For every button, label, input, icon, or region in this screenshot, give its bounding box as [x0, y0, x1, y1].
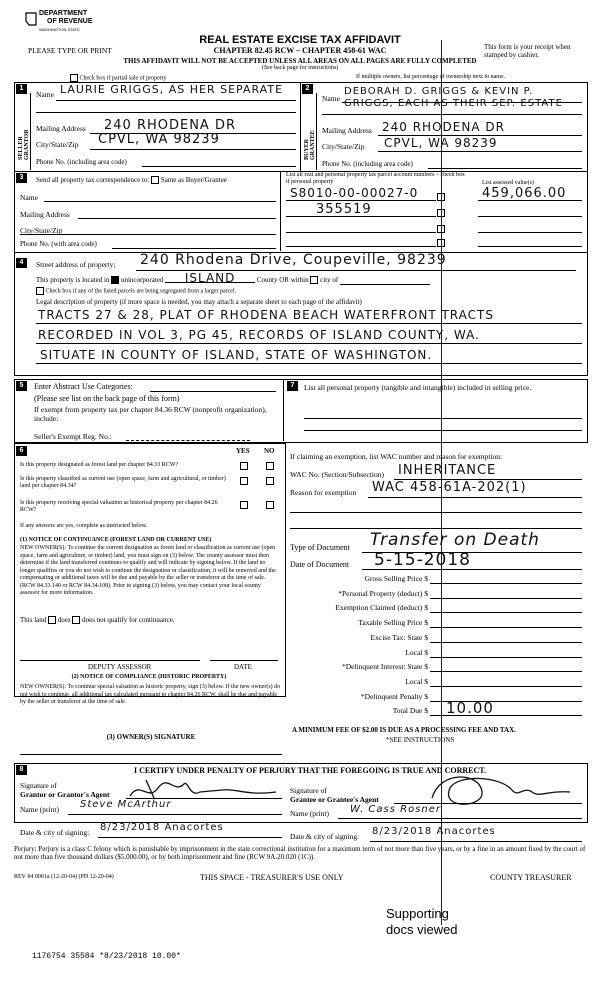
accounts-label: List all real and personal property tax parcel account numbers – check box if personal property: [286, 172, 465, 185]
notice1-title: (1) NOTICE OF CONTINUANCE (FOREST LAND OR CURRENT USE): [20, 537, 212, 543]
segregated-checkbox[interactable]: [36, 287, 44, 295]
does-not-label: does not qualify for continuance.: [82, 616, 175, 624]
tax-line-label: Total Due $: [392, 706, 428, 716]
grantor-name-value[interactable]: Steve McArthur: [80, 799, 172, 810]
buyer-name-value[interactable]: DEBORAH D. GRIGGS & KEVIN P. GRIGGS, EACH AS THEIR SEP. ESTATE: [344, 86, 563, 109]
seller-name-value[interactable]: LAURIE GRIGGS, AS HER SEPARATE: [60, 83, 284, 96]
q2-yes-checkbox[interactable]: [240, 477, 248, 485]
owner-signature-label: (3) OWNER(S) SIGNATURE: [106, 733, 196, 741]
tax-line-label: Exemption Claimed (deduct) $: [335, 603, 428, 613]
grantee-name-value[interactable]: W. Cass Rosner: [350, 804, 442, 815]
tax-line-field[interactable]: [430, 671, 582, 672]
tax-line-field[interactable]: [430, 583, 582, 584]
same-as-buyer-label: Same as Buyer/Grantee: [160, 176, 227, 184]
grantor-name-label: Name (print): [20, 805, 59, 814]
unincorporated-checkbox[interactable]: [111, 276, 119, 284]
form-title: REAL ESTATE EXCISE TAX AFFIDAVIT: [199, 34, 401, 46]
seller-city-label: City/State/Zip: [36, 140, 79, 149]
grantor-signature[interactable]: [126, 776, 286, 804]
unincorporated-label: unincorporated: [120, 276, 164, 284]
buyer-phone-label: Phone No. (including area code): [322, 160, 413, 168]
section-4-number: 4: [16, 258, 27, 268]
city-of-checkbox[interactable]: [310, 276, 318, 284]
doc-date-label: Date of Document: [290, 560, 350, 569]
tax-line-label: *Personal Property (deduct) $: [338, 588, 428, 598]
yes-header: YES: [236, 447, 250, 455]
parcel-account-2[interactable]: 355519: [316, 202, 372, 217]
grantee-signature[interactable]: [420, 768, 580, 812]
tax-line-label: Local $: [405, 676, 428, 686]
corr-name-label: Name: [20, 193, 38, 202]
section-6-number: 6: [16, 446, 27, 456]
dept-line2: OF REVENUE: [47, 18, 93, 25]
notice1-body: NEW OWNER(S): To continue the current designation as forest land or classification as current use (open space, farm and agriculture, or timber) land, you must sign on (3) below. The county assessor must then determine if the land transferred continues to qualify and will indicate by signing below. If the land no longer qualifies or you do not wish to continue the designation or classification, it will be removed and the compensating or additional taxes will be due and payable by the seller or transferor at the time of sale. (RCW 84.33.140 or RCW 84.34.108). Prior to signing (3) below, you may contact your local county assessor for more information.: [20, 545, 276, 596]
section-7-number: 7: [287, 381, 298, 391]
section-3-number: 3: [16, 173, 27, 183]
receipt-stamp: 1176754 35584 *8/23/2018 10.00*: [32, 952, 181, 961]
section-1-number: 1: [16, 84, 27, 94]
same-as-buyer-checkbox[interactable]: [151, 176, 159, 184]
see-back: (See back page for instructions): [261, 65, 339, 71]
does-not-checkbox[interactable]: [72, 616, 80, 624]
form-revision: REV 84 0001a (12-20-04) (PD 12-20-04): [14, 874, 114, 880]
minimum-fee-note: A MINIMUM FEE OF $2.00 IS DUE AS A PROCESSING FEE AND TAX.: [292, 726, 516, 734]
reason-value[interactable]: WAC 458-61A-202(1): [372, 480, 527, 495]
form-warning: THIS AFFIDAVIT WILL NOT BE ACCEPTED UNLESS ALL AREAS ON ALL PAGES ARE FULLY COMPLETED: [123, 57, 477, 65]
deputy-date-label: DATE: [234, 663, 252, 671]
corr-phone-label: Phone No. (with area code): [20, 240, 97, 248]
assessed-value-1[interactable]: 459,066.00: [482, 186, 567, 201]
parcel-account-1[interactable]: S8010-00-00027-0: [290, 186, 419, 200]
section-5-number: 5: [16, 381, 27, 391]
multiple-owners-note: If multiple owners, list percentage of ownership next to name.: [356, 74, 506, 80]
q1-yes-checkbox[interactable]: [240, 462, 248, 470]
q1-no-checkbox[interactable]: [266, 462, 274, 470]
buyer-name-label: Name: [322, 94, 340, 103]
street-label: Street address of property:: [36, 260, 116, 269]
grantor-sig-label-1: Signature of: [20, 781, 57, 790]
doc-type-value[interactable]: Transfer on Death: [370, 530, 540, 550]
receipt-note: This form is your receipt when stamped by cashier.: [484, 43, 571, 59]
grantee-sig-label-1: Signature of: [290, 786, 327, 795]
dept-line1: DEPARTMENT: [39, 10, 88, 17]
buyer-address-label: Mailing Address: [322, 126, 372, 135]
tax-line-field[interactable]: [430, 627, 582, 628]
this-land-label: This land: [20, 616, 47, 624]
no-header: NO: [264, 447, 275, 455]
segregated-label: Check box if any of the listed parcels are being segregated from a larger parcel.: [45, 288, 237, 295]
tax-line-label: *Delinquent Interest: State $: [341, 662, 428, 672]
city-of-field[interactable]: [340, 276, 430, 285]
exemption-claim-label: If claiming an exemption, list WAC number and reason for exemption:: [290, 452, 503, 461]
seller-city-value[interactable]: CPVL, WA 98239: [98, 132, 220, 147]
abstract-see-list: (Please see list on the back page of this form): [34, 394, 180, 403]
personal-property-text: List all personal property (tangible and intangible) included in selling price.: [304, 383, 532, 392]
seller-address-label: Mailing Address: [36, 124, 86, 133]
seller-name-label: Name: [36, 90, 54, 99]
corr-address-label: Mailing Address: [20, 210, 70, 219]
grantor-date-value[interactable]: 8/23/2018 Anacortes: [100, 822, 224, 833]
legal-line-3[interactable]: SITUATE IN COUNTY OF ISLAND, STATE OF WASHINGTON.: [40, 348, 433, 362]
legal-line-1[interactable]: TRACTS 27 & 28, PLAT OF RHODENA BEACH WATERFRONT TRACTS: [38, 308, 494, 322]
grantor-sig-label-2: Grantor or Grantor's Agent: [20, 790, 110, 799]
tax-line-label: *Delinquent Penalty $: [360, 691, 428, 701]
department-logo: [25, 10, 95, 38]
legal-label: Legal description of property (if more space is needed, you may attach a separate sheet to each page of the affidavit): [36, 298, 362, 306]
section-8-number: 8: [16, 765, 27, 775]
washington-state-icon: [25, 12, 37, 26]
question-current-use: Is this property classified as current use (open space, farm and agricultural, or timber) land per chapter 84.34?: [20, 476, 226, 489]
buyer-side-label: BUYER GRANTEE: [304, 130, 316, 160]
tax-line-value[interactable]: 10.00: [446, 699, 494, 718]
sellers-exempt-reg: Seller's Exempt Reg. No.:: [34, 432, 112, 441]
perjury-statement: Perjury: Perjury is a class C felony which is punishable by imprisonment in the state correctional institution for a maximum term of not more than five years, or by a fine in an amount fixed by the court of not more than five thousand dollars ($5,000.00), or by both imprisonment and fine (RCW 9A.20.020 (1C)).: [14, 845, 586, 861]
county-label: County OR within: [256, 276, 309, 284]
q3-yes-checkbox[interactable]: [240, 501, 248, 509]
deputy-assessor-label: DEPUTY ASSESSOR: [88, 663, 152, 671]
certify-statement: I CERTIFY UNDER PENALTY OF PERJURY THAT THE FOREGOING IS TRUE AND CORRECT.: [133, 766, 486, 775]
dept-state: WASHINGTON STATE: [39, 27, 80, 32]
does-checkbox[interactable]: [48, 616, 56, 624]
tax-line-field[interactable]: [430, 657, 582, 658]
q2-no-checkbox[interactable]: [266, 477, 274, 485]
seller-phone-label: Phone No. (including area code): [36, 158, 127, 166]
tax-line-label: Local $: [405, 647, 428, 657]
grantee-date-value[interactable]: 8/23/2018 Anacortes: [372, 826, 496, 837]
buyer-city-label: City/State/Zip: [322, 142, 365, 151]
grantee-name-label: Name (print): [290, 809, 329, 818]
tax-line-label: Excise Tax: State $: [370, 632, 428, 642]
tax-line-field[interactable]: [430, 642, 582, 643]
treasurer-space-label: THIS SPACE - TREASURER'S USE ONLY: [200, 873, 344, 882]
wac-value[interactable]: INHERITANCE: [398, 463, 497, 478]
abstract-enter: Enter Abstract Use Categories:: [34, 382, 133, 391]
grantee-date-label: Date & city of signing:: [290, 832, 360, 841]
tax-line-label: Gross Selling Price $: [364, 574, 428, 583]
doc-date-value[interactable]: 5-15-2018: [374, 550, 471, 570]
abstract-exempt: If exempt from property tax per chapter 84.36 RCW (nonprofit organization), include:: [34, 405, 267, 423]
wac-label: WAC No. (Section/Subsection): [290, 470, 384, 479]
reason-label: Reason for exemption: [290, 488, 357, 497]
located-label: This property is located in: [36, 276, 110, 284]
county-value[interactable]: ISLAND: [165, 274, 255, 283]
q3-no-checkbox[interactable]: [266, 501, 274, 509]
grantor-date-label: Date & city of signing:: [20, 828, 90, 837]
tax-line-label: Taxable Selling Price $: [358, 618, 428, 628]
partial-sale-checkbox[interactable]: [70, 74, 78, 82]
city-of-label: city of: [320, 276, 339, 284]
county-treasurer-label: COUNTY TREASURER: [490, 873, 572, 882]
assessed-label: List assessed value(s): [482, 180, 534, 186]
grantee-sig-label-2: Grantee or Grantee's Agent: [290, 795, 379, 804]
partial-sale-label: Check box if partial sale of property: [79, 75, 167, 82]
tax-line-field[interactable]: [430, 612, 582, 613]
tax-line-field[interactable]: [430, 686, 582, 687]
notice2-body: NEW OWNER(S): To continue special valuation as historic property, sign (3) below. If the new owner(s) do not wish to continue, all additional tax calculated pursuant to chapter 84.26 RCW, shall be due and payable by the seller or transferor at the time of sale.: [20, 684, 281, 705]
send-tax-label: Send all property tax correspondence to:: [36, 176, 150, 184]
legal-line-2[interactable]: RECORDED IN VOL 3, PG 45, RECORDS OF ISLAND COUNTY, WA.: [38, 328, 480, 342]
doc-type-label: Type of Document: [290, 543, 350, 552]
buyer-city-value[interactable]: CPVL, WA 98239: [384, 136, 498, 150]
buyer-address-value[interactable]: 240 RHODENA DR: [382, 120, 505, 134]
form-chapter: CHAPTER 82.45 RCW – CHAPTER 458-61 WAC: [213, 46, 387, 55]
supporting-docs-line2: docs viewed: [386, 922, 458, 937]
question-historic: Is this property receiving special valuation as historical property per chapter 84.26 RCW?: [20, 500, 218, 513]
street-value[interactable]: 240 Rhodena Drive, Coupeville, 98239: [140, 252, 447, 268]
section-2-number: 2: [302, 84, 313, 94]
does-label: does: [57, 616, 71, 624]
seller-address-value[interactable]: 240 RHODENA DR: [104, 118, 237, 133]
please-type: PLEASE TYPE OR PRINT: [28, 46, 112, 55]
corr-city-label: City/State/Zip: [20, 226, 63, 235]
tax-line-field[interactable]: [430, 598, 582, 599]
any-yes-note: If any answers are yes, complete as instructed below.: [20, 523, 148, 529]
notice2-title: (2) NOTICE OF COMPLIANCE (HISTORIC PROPERTY): [71, 674, 227, 680]
seller-side-label: SELLER GRANTOR: [18, 129, 30, 160]
see-instructions: *SEE INSTRUCTIONS: [386, 736, 455, 744]
supporting-docs-line1: Supporting: [386, 906, 449, 921]
question-forest: Is this property designated as forest land per chapter 84.33 RCW?: [20, 462, 179, 468]
